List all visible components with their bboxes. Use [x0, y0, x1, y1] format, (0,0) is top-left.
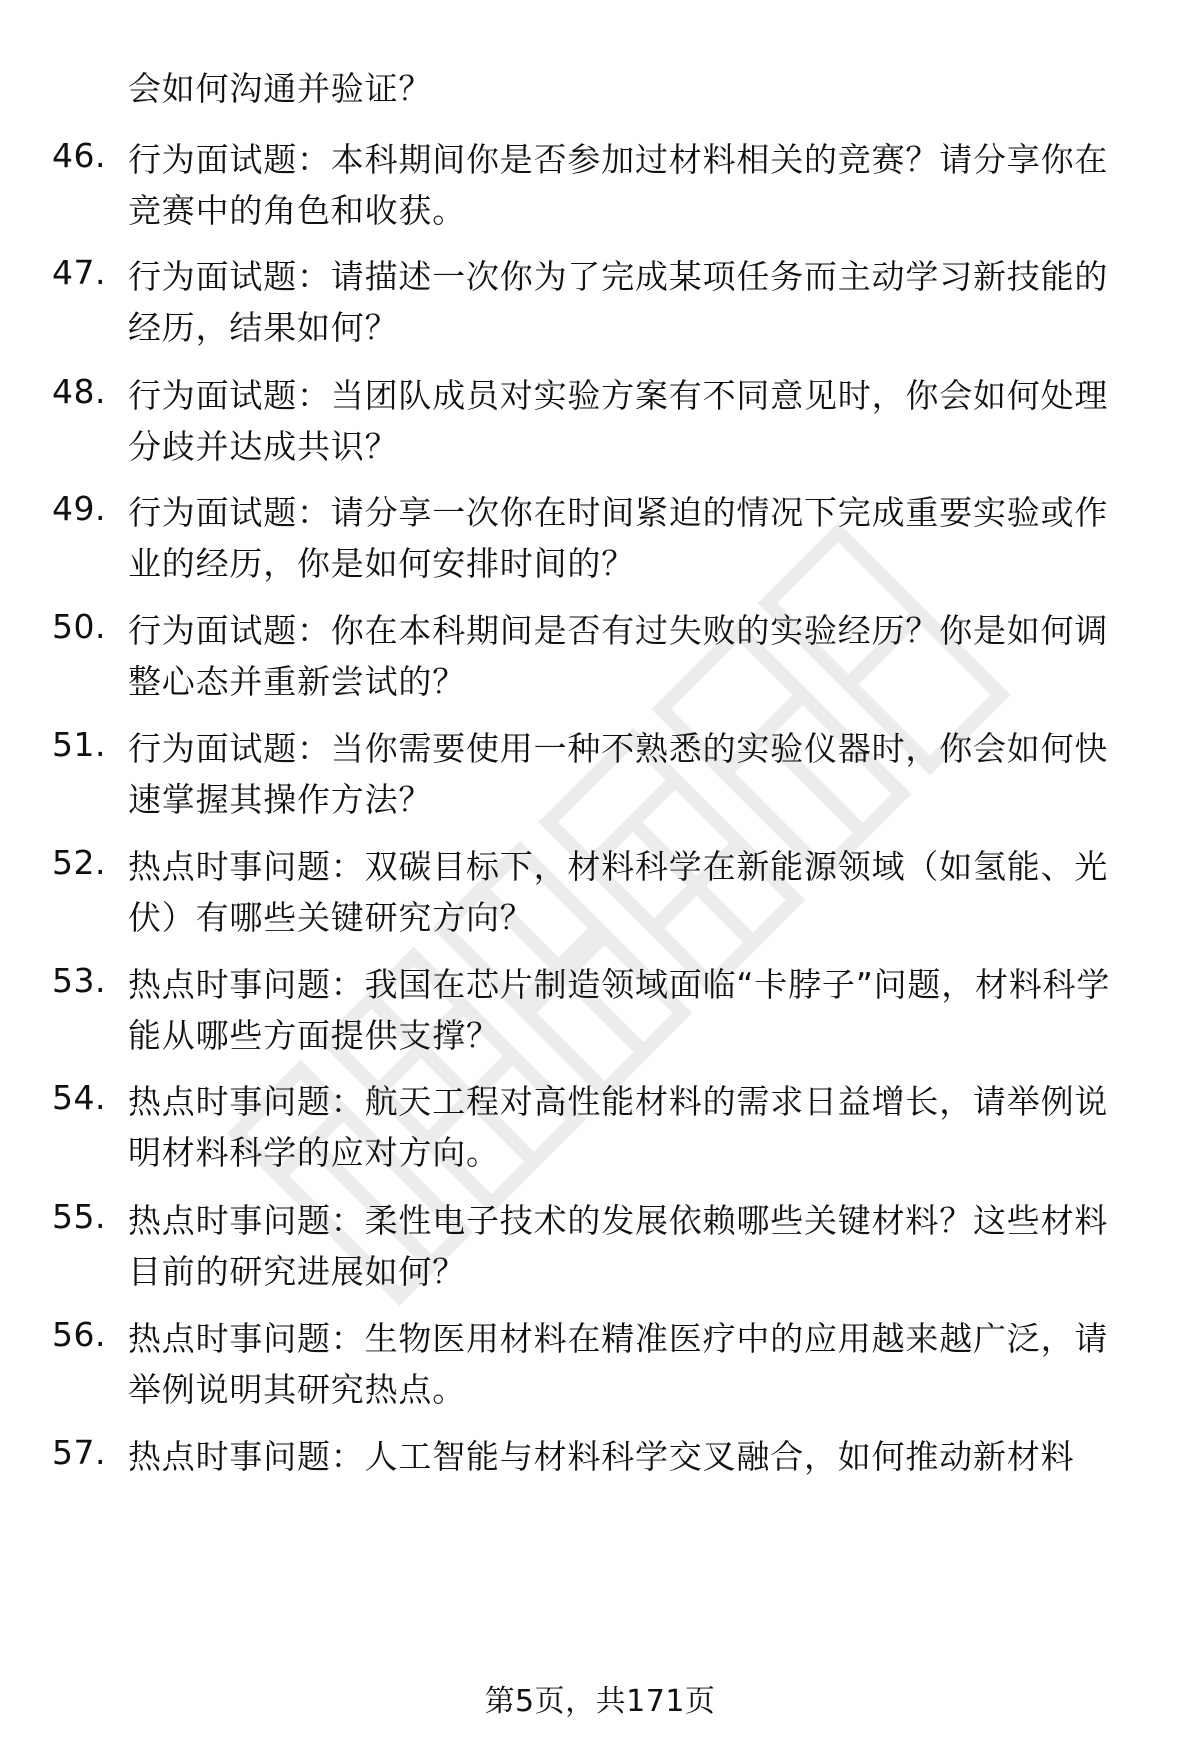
question-text: 热点时事问题：双碳目标下，材料科学在新能源领域（如氢能、光伏）有哪些关键研究方向？: [128, 847, 1109, 937]
question-text: 行为面试题：本科期间你是否参加过材料相关的竞赛？请分享你在竞赛中的角色和收获。: [128, 140, 1109, 230]
question-number: 46.: [52, 136, 106, 175]
question-number: 57.: [52, 1433, 106, 1472]
page-number-footer: 第5页，共171页: [484, 1684, 716, 1719]
question-text: 行为面试题：你在本科期间是否有过失败的实验经历？你是如何调整心态并重新尝试的？: [128, 611, 1109, 701]
question-text: 热点时事问题：柔性电子技术的发展依赖哪些关键材料？这些材料目前的研究进展如何？: [128, 1201, 1109, 1291]
question-number: 53.: [52, 961, 106, 1000]
question-number: 49.: [52, 489, 106, 528]
question-text: 行为面试题：请分享一次你在时间紧迫的情况下完成重要实验或作业的经历，你是如何安排时间的？: [128, 493, 1109, 583]
question-number: 52.: [52, 843, 106, 882]
question-number: 48.: [52, 372, 106, 411]
question-number: 47.: [52, 253, 106, 292]
question-text: 热点时事问题：人工智能与材料科学交叉融合，如何推动新材料: [128, 1437, 1075, 1476]
question-text: 行为面试题：当团队成员对实验方案有不同意见时，你会如何处理分歧并达成共识？: [128, 376, 1109, 466]
question-number: 55.: [52, 1197, 106, 1236]
question-text: 热点时事问题：我国在芯片制造领域面临“卡脖子”问题，材料科学能从哪些方面提供支撑？: [128, 965, 1111, 1055]
question-text: 热点时事问题：生物医用材料在精准医疗中的应用越来越广泛，请举例说明其研究热点。: [128, 1319, 1109, 1409]
question-number: 56.: [52, 1315, 106, 1354]
question-number: 51.: [52, 725, 106, 764]
question-text: 行为面试题：当你需要使用一种不熟悉的实验仪器时，你会如何快速掌握其操作方法？: [128, 729, 1109, 819]
question-number: 50.: [52, 607, 106, 646]
question-text: 热点时事问题：航天工程对高性能材料的需求日益增长，请举例说明材料科学的应对方向。: [128, 1082, 1109, 1172]
continuation-text: 会如何沟通并验证？: [128, 69, 433, 108]
question-text: 行为面试题：请描述一次你为了完成某项任务而主动学习新技能的经历，结果如何？: [128, 257, 1109, 347]
question-number: 54.: [52, 1078, 106, 1117]
